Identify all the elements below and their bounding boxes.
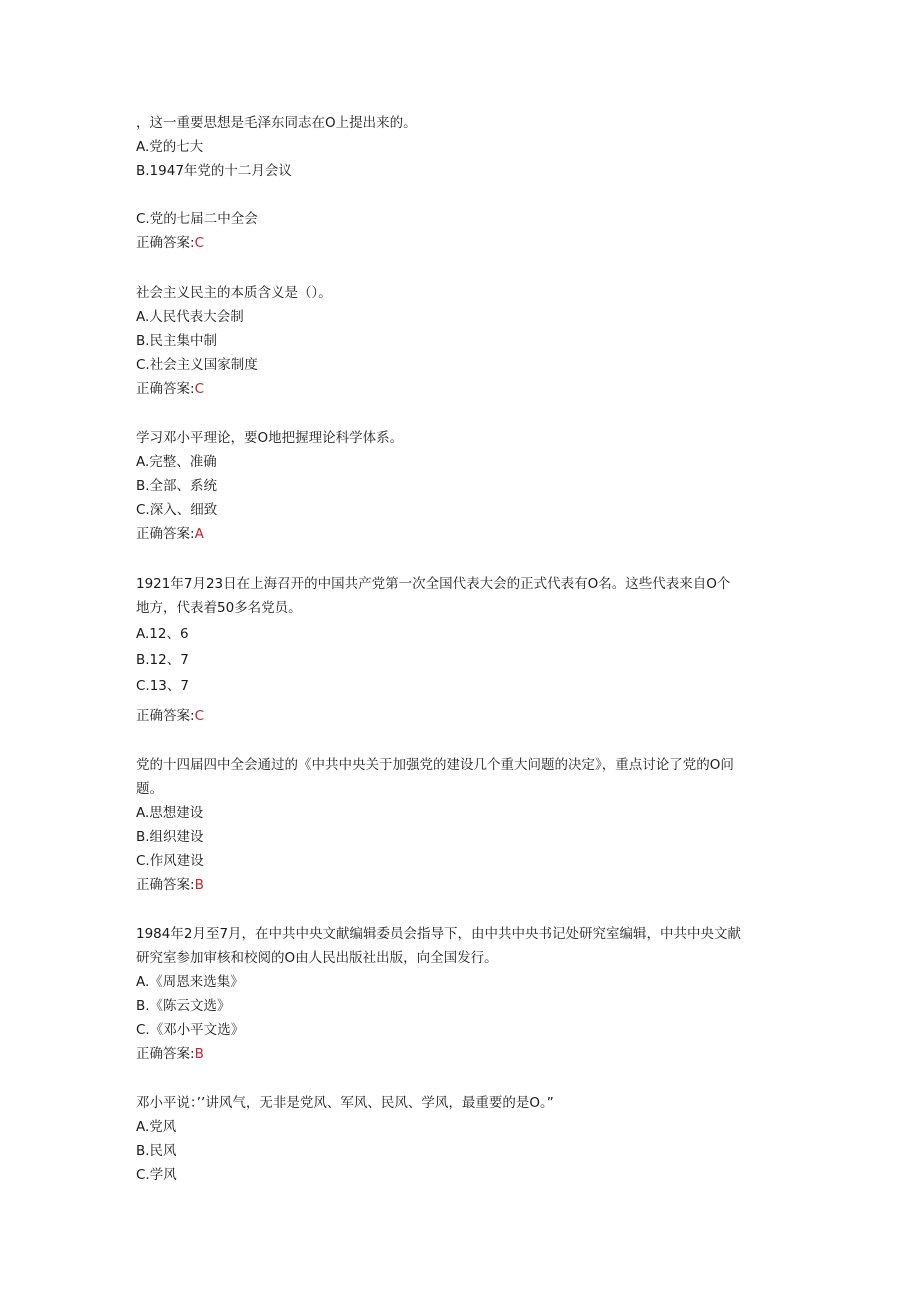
- question-3-option-c: C.深入、细致: [136, 502, 218, 518]
- question-6-text-line-2: 研究室参加审核和校阅的O由人民出版社出版，向全国发行。: [136, 950, 498, 966]
- question-4-option-c: C.13、7: [136, 678, 189, 694]
- question-3-option-b: B.全部、系统: [136, 478, 218, 494]
- answer-label: 正确答案:: [136, 526, 195, 542]
- answer-value: B: [194, 877, 204, 893]
- question-1-option-a: A.党的七大: [136, 139, 204, 155]
- question-3-answer: [136, 525, 204, 543]
- question-5-text-line-2: 题。: [136, 781, 163, 797]
- question-7-option-c: C.学风: [136, 1167, 177, 1183]
- question-5-answer: [136, 876, 204, 894]
- question-4-option-b: B.12、7: [136, 652, 189, 668]
- question-1-option-c: C.党的七届二中全会: [136, 211, 258, 227]
- answer-value: C: [194, 235, 204, 251]
- question-5-text-line-1: 党的十四届四中全会通过的《中共中央关于加强党的建设几个重大问题的决定》，重点讨论了党的O问: [136, 757, 734, 773]
- answer-label: 正确答案:: [136, 381, 195, 397]
- question-1-answer: [136, 234, 204, 252]
- question-7-option-b: B.民风: [136, 1143, 177, 1159]
- answer-label: 正确答案:: [136, 877, 195, 893]
- question-1-text: ，这一重要思想是毛泽东同志在O上提出来的。: [136, 115, 417, 131]
- question-1-option-b: B.1947年党的十二月会议: [136, 163, 292, 179]
- question-4-option-a: A.12、6: [136, 626, 189, 642]
- question-6-option-a: A.《周恩来选集》: [136, 974, 244, 990]
- question-2-answer: [136, 380, 204, 398]
- question-6-answer: [136, 1045, 204, 1063]
- answer-label: 正确答案:: [136, 1046, 195, 1062]
- answer-label: 正确答案:: [136, 235, 195, 251]
- question-6-option-c: C.《邓小平文选》: [136, 1022, 245, 1038]
- answer-value: B: [194, 1046, 204, 1062]
- answer-value: C: [194, 708, 204, 724]
- question-2-option-c: C.社会主义国家制度: [136, 357, 258, 373]
- question-2-text: 社会主义民主的本质含义是（）。: [136, 285, 332, 301]
- answer-value: A: [194, 526, 204, 542]
- question-6-option-b: B.《陈云文选》: [136, 998, 231, 1014]
- question-4-text-line-2: 地方，代表着50多名党员。: [136, 600, 302, 616]
- question-5-option-a: A.思想建设: [136, 805, 204, 821]
- answer-value: C: [194, 381, 204, 397]
- question-7-text: 邓小平说：’’讲风气，无非是党风、军风、民风、学风，最重要的是O。”: [136, 1095, 554, 1111]
- question-2-option-b: B.民主集中制: [136, 333, 218, 349]
- question-3-option-a: A.完整、准确: [136, 454, 217, 470]
- question-5-option-b: B.组织建设: [136, 829, 204, 845]
- question-6-text-line-1: 1984年2月至7月，在中共中央文献编辑委员会指导下，由中共中央书记处研究室编辑，中共中央文献: [136, 926, 742, 942]
- question-2-option-a: A.人民代表大会制: [136, 309, 244, 325]
- answer-label: 正确答案:: [136, 708, 195, 724]
- question-4-answer: [136, 707, 204, 725]
- question-5-option-c: C.作风建设: [136, 853, 204, 869]
- question-7-option-a: A.党风: [136, 1119, 177, 1135]
- question-4-text-line-1: 1921年7月23日在上海召开的中国共产党第一次全国代表大会的正式代表有O名。这些代表来自O个: [136, 576, 731, 592]
- question-3-text: 学习邓小平理论，要O地把握理论科学体系。: [136, 430, 404, 446]
